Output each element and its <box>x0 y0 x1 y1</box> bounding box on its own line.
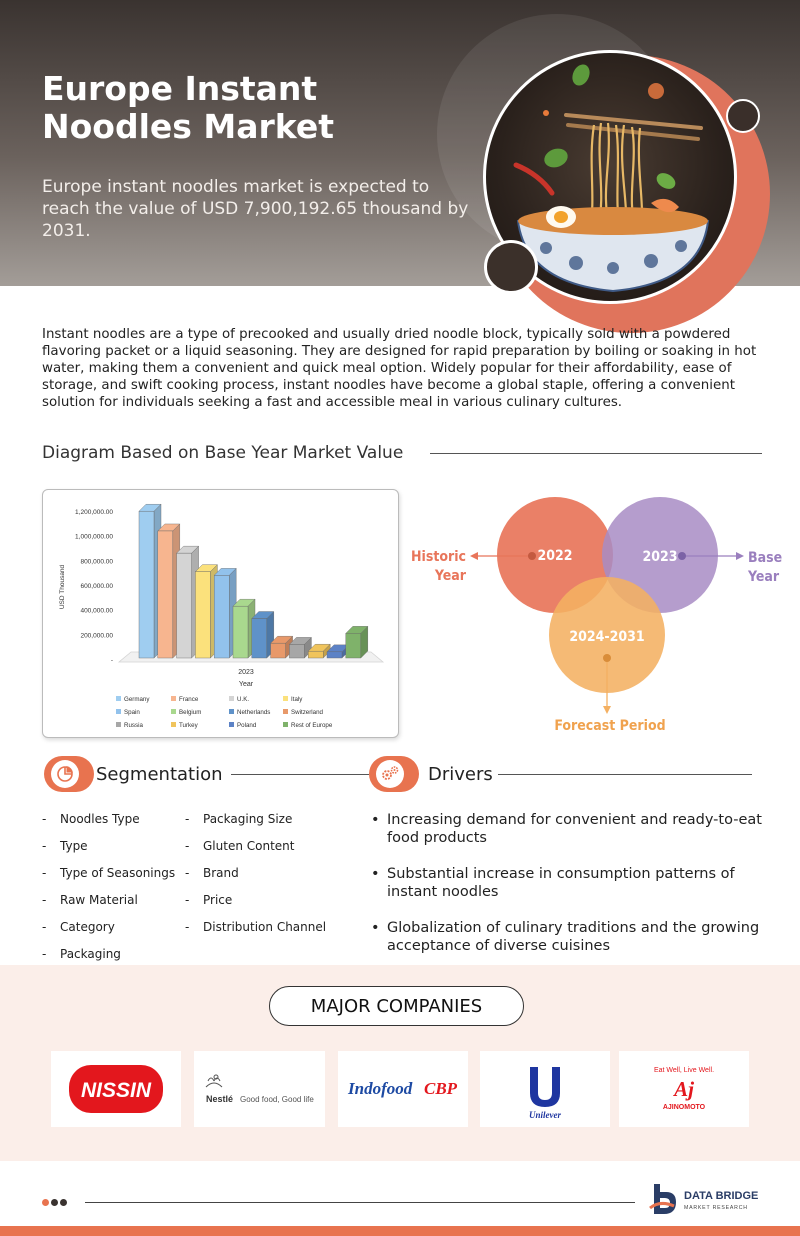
svg-text:France: France <box>179 696 199 703</box>
segment-item: - Packaging Size <box>203 812 292 826</box>
unilever-logo <box>480 1051 610 1127</box>
footer-dot <box>60 1199 67 1206</box>
footer-accent-bar <box>0 1226 800 1236</box>
arrow-dot <box>528 552 536 560</box>
nissin-wordmark: NISSIN <box>80 1079 152 1102</box>
segment-item: - Type of Seasonings <box>60 866 175 880</box>
footer-divider <box>85 1202 635 1203</box>
chart-y-tick: 400,000.00 <box>80 607 113 615</box>
svg-text:Germany: Germany <box>124 696 150 703</box>
base-label: Base <box>748 550 783 566</box>
arrow-head-icon <box>603 706 611 714</box>
svg-text:Rest of Europe: Rest of Europe <box>291 722 333 729</box>
ajinomoto-mark-icon: Aj <box>674 1077 694 1101</box>
page-title: Europe Instant Noodles Market <box>42 69 335 146</box>
bar-chart-card <box>42 489 399 738</box>
decor-dark-dot <box>726 99 760 133</box>
chart-legend-item <box>171 709 201 716</box>
pie-chart-icon <box>51 760 79 788</box>
segment-item: - Noodles Type <box>60 812 140 826</box>
chart-legend-item <box>116 722 143 729</box>
chart-bar-rest-of-europe <box>346 626 368 658</box>
chart-legend-item <box>283 722 333 729</box>
segment-item: - Brand <box>203 866 239 880</box>
arrow-dot <box>603 654 611 662</box>
drivers-badge <box>369 756 419 792</box>
segment-item: - Packaging <box>60 947 121 961</box>
historic-label: Historic <box>410 549 466 565</box>
footer-dot <box>51 1199 58 1206</box>
chart-legend-item <box>283 696 303 703</box>
bar-chart <box>43 490 400 739</box>
chart-legend-item <box>171 722 199 729</box>
arrow-head-icon <box>736 552 744 560</box>
svg-text:U.K.: U.K. <box>237 696 250 703</box>
heading-divider <box>231 774 369 775</box>
segmentation-badge <box>44 756 94 792</box>
svg-text:Spain: Spain <box>124 709 140 716</box>
intro-paragraph: Instant noodles are a type of precooked and usually dried noodle block, typically sold with a powdered flavoring packet or a liquid seasoning. They are designed for rapid preparation by boiling or soaking in hot water, making them a convenient and quick meal option. Widely popular for their affordability, ease of storage, and swift cooking process, instant noodles have become a global staple, offering a convenient solution for individuals seeking a fast and accessible meal in various culinary cultures. <box>42 327 757 410</box>
period-venn-diagram <box>400 490 800 740</box>
svg-text:Russia: Russia <box>124 722 143 729</box>
driver-item: • Increasing demand for convenient and ready-to-eat food products <box>387 811 777 847</box>
segment-item: - Type <box>60 839 88 853</box>
driver-item: • Globalization of culinary traditions and the growing acceptance of diverse cuisines <box>387 919 777 955</box>
ajinomoto-wordmark: AJINOMOTO <box>662 1104 706 1111</box>
heading-divider <box>498 774 752 775</box>
heading-divider <box>430 453 762 454</box>
brand-subtitle: MARKET RESEARCH <box>684 1205 748 1211</box>
base-label-line2: Year <box>748 569 780 585</box>
gears-icon <box>376 760 404 788</box>
footer-dot <box>42 1199 49 1206</box>
indofood-wordmark: Indofood <box>348 1079 413 1098</box>
indofood-logo <box>338 1051 468 1127</box>
driver-item: • Substantial increase in consumption patterns of instant noodles <box>387 865 777 901</box>
hero-subtitle: Europe instant noodles market is expected to reach the value of USD 7,900,192.65 thousand by 2031. <box>42 177 469 241</box>
svg-text:Poland: Poland <box>237 722 257 729</box>
segmentation-heading: Segmentation <box>96 764 223 785</box>
indofood-cbp: CBP <box>424 1079 458 1098</box>
unilever-wordmark: Unilever <box>529 1110 561 1120</box>
forecast-label: Forecast Period <box>554 718 666 734</box>
segment-item: - Distribution Channel <box>203 920 326 934</box>
svg-text:Switzerland: Switzerland <box>291 709 323 716</box>
chart-y-tick: 600,000.00 <box>80 583 113 590</box>
drivers-heading: Drivers <box>428 764 493 785</box>
chart-legend-item <box>229 709 270 716</box>
chart-y-tick: 1,200,000.00 <box>75 509 113 516</box>
chart-y-tick: - <box>110 657 113 664</box>
decor-dark-dot <box>484 240 538 294</box>
chart-x-category: 2023 <box>238 669 254 676</box>
venn-historic-year: 2022 <box>537 548 573 564</box>
segment-item: - Category <box>60 920 115 934</box>
segment-item: - Raw Material <box>60 893 138 907</box>
svg-text:Netherlands: Netherlands <box>237 709 271 716</box>
companies-heading: MAJOR COMPANIES <box>269 986 524 1026</box>
diagram-heading: Diagram Based on Base Year Market Value <box>42 443 404 463</box>
databridge-logo <box>648 1180 768 1220</box>
chart-legend-item <box>229 722 257 729</box>
chart-legend-item <box>229 696 249 703</box>
arrow-dot <box>678 552 686 560</box>
nestle-tagline: Good food, Good life <box>240 1095 314 1104</box>
svg-text:Italy: Italy <box>291 696 303 703</box>
svg-text:Belgium: Belgium <box>179 709 202 716</box>
chart-y-tick: 800,000.00 <box>80 558 113 566</box>
chart-y-label: USD Thousand <box>59 564 66 610</box>
historic-label-line2: Year <box>434 568 466 584</box>
chart-y-tick: 1,000,000.00 <box>75 533 113 541</box>
unilever-u-icon <box>530 1067 560 1107</box>
segment-item: - Price <box>203 893 232 907</box>
nestle-wordmark: Nestlé <box>206 1094 234 1104</box>
nestle-logo <box>194 1051 325 1127</box>
chart-legend-item <box>283 709 324 716</box>
arrow-head-icon <box>470 552 478 560</box>
chart-y-tick: 200,000.00 <box>80 632 113 640</box>
nest-icon <box>206 1075 222 1087</box>
chart-legend-item <box>171 696 199 703</box>
nissin-logo <box>51 1051 181 1127</box>
chart-legend-item <box>116 709 140 716</box>
ajinomoto-logo <box>619 1051 749 1127</box>
svg-text:Turkey: Turkey <box>179 722 198 729</box>
chart-legend-item <box>116 696 150 703</box>
ajinomoto-tagline: Eat Well, Live Well. <box>653 1067 715 1074</box>
chart-x-label: Year <box>238 681 254 688</box>
venn-forecast-years: 2024-2031 <box>569 629 645 645</box>
venn-base-year: 2023 <box>642 549 678 565</box>
brand-name: DATA BRIDGE <box>684 1190 759 1202</box>
segment-item: - Gluten Content <box>203 839 294 853</box>
